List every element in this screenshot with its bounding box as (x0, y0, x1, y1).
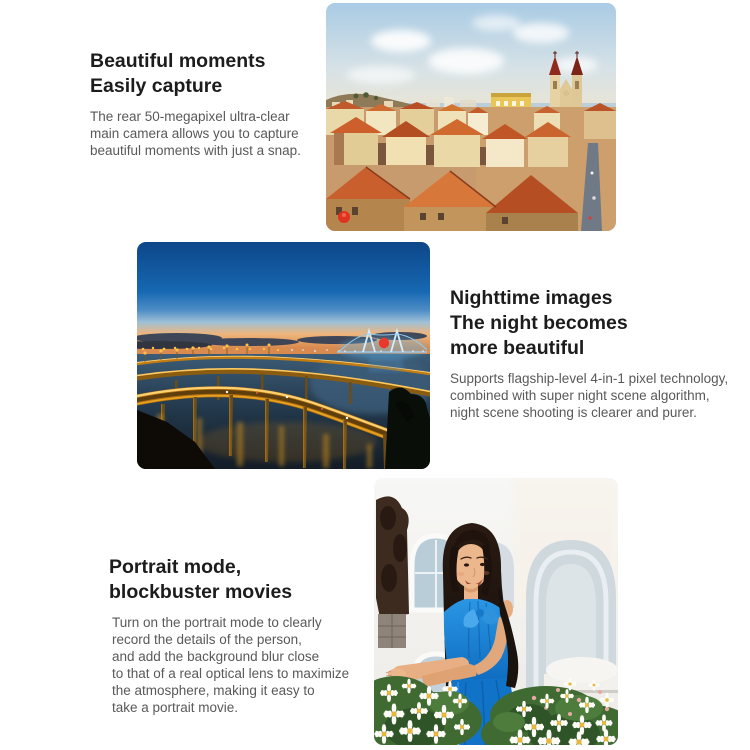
night-body-line: Supports flagship-level 4-in-1 pixel technology, (450, 371, 729, 386)
portrait-body-line: take a portrait movie. (112, 700, 239, 715)
night-body (450, 370, 728, 421)
portrait-body-line: the atmosphere, making it easy to (112, 683, 315, 698)
capture-text-block (90, 49, 301, 159)
portrait-heading-line: blockbuster movies (109, 581, 293, 603)
night-heading-line: The night becomes (450, 312, 628, 334)
night-bridge-photo[interactable] (137, 242, 430, 469)
night-body-line: night scene shooting is clearer and purer. (450, 405, 697, 420)
portrait-heading (109, 555, 349, 605)
portrait-body-line: and add the background blur close (112, 649, 320, 664)
night-heading-line: more beautiful (450, 337, 585, 359)
capture-body (90, 108, 301, 159)
capture-body-line: beautiful moments with just a snap. (90, 143, 301, 158)
portrait-text-block (109, 555, 349, 716)
night-body-line: combined with super night scene algorithm, (450, 388, 710, 403)
portrait-heading-line: Portrait mode, (109, 556, 242, 578)
portrait-body-line: to that of a real optical lens to maximize (112, 666, 350, 681)
night-heading-line: Nighttime images (450, 287, 613, 309)
capture-body-line: The rear 50-megapixel ultra-clear (90, 109, 290, 124)
portrait-body (109, 614, 349, 716)
portrait-woman-photo[interactable] (374, 478, 618, 745)
portrait-body-line: Turn on the portrait mode to clearly (112, 615, 322, 630)
portrait-body-line: record the details of the person, (112, 632, 302, 647)
capture-heading-line: Beautiful moments (90, 50, 266, 72)
city-skyline-photo[interactable] (326, 3, 616, 231)
night-heading (450, 286, 728, 361)
capture-heading (90, 49, 301, 99)
capture-heading-line: Easily capture (90, 75, 223, 97)
night-text-block (450, 286, 728, 421)
capture-body-line: main camera allows you to capture (90, 126, 299, 141)
